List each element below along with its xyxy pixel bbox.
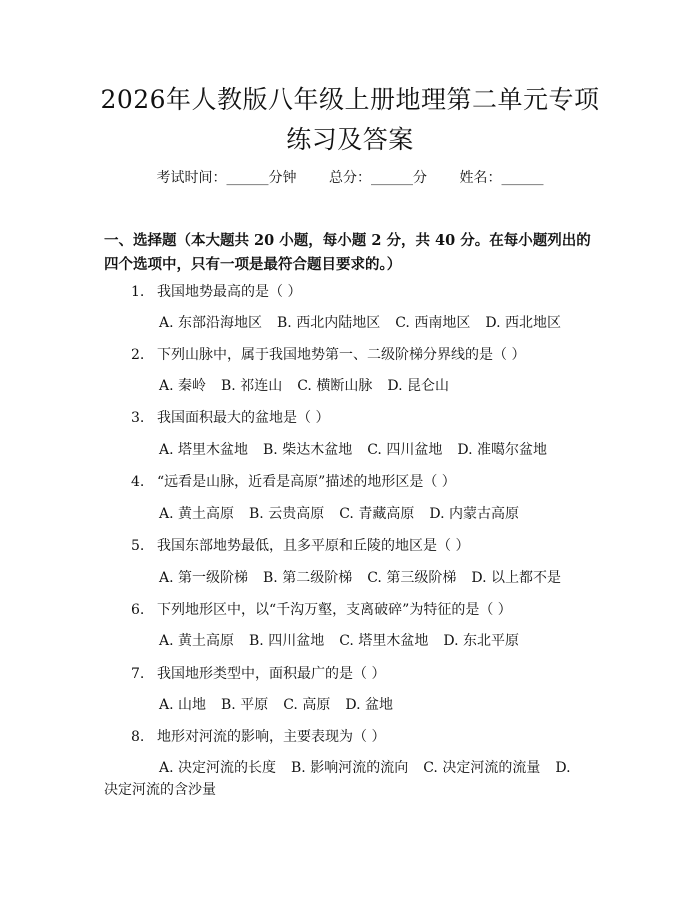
question-stem <box>131 345 525 365</box>
option-d: D. 决定河流的含沙量 <box>104 760 571 798</box>
question-text: 我国东部地势最低，且多平原和丘陵的地区是（ ） <box>157 538 470 554</box>
student-name-field: 姓名：______ <box>459 170 544 186</box>
question-text: 下列地形区中，以“千沟万壑，支离破碎”为特征的是（ ） <box>157 602 512 618</box>
section-heading-multiple-choice: 一、选择题（本大题共 20 小题，每小题 2 分，共 40 分。在每小题列出的四个选项中，只有一项是最符合题目要求的。） <box>104 232 591 273</box>
question-options <box>159 568 561 588</box>
question-stem <box>131 664 385 684</box>
question-number: 8. <box>131 729 145 745</box>
total-score-field: 总分：______分 <box>329 170 427 186</box>
question-stem <box>131 600 512 620</box>
question-options <box>104 757 582 801</box>
option-a: A. 黄土高原 <box>159 506 235 522</box>
option-b: B. 柴达木盆地 <box>263 442 353 458</box>
question-stem <box>131 727 385 747</box>
question-text: 我国面积最大的盆地是（ ） <box>157 410 330 426</box>
question-options <box>159 440 547 460</box>
option-b: B. 云贵高原 <box>249 506 325 522</box>
option-a: A. 东部沿海地区 <box>159 315 263 331</box>
document-title-line-1: 2026年人教版八年级上册地理第二单元专项 <box>100 85 600 114</box>
question-text: 下列山脉中，属于我国地势第一、二级阶梯分界线的是（ ） <box>157 347 526 363</box>
option-c: C. 四川盆地 <box>367 442 443 458</box>
question-text: 我国地势最高的是（ ） <box>157 284 302 300</box>
option-d: D. 内蒙古高原 <box>429 506 519 522</box>
question-number: 3. <box>131 410 145 426</box>
question-number: 5. <box>131 538 145 554</box>
option-d: D. 东北平原 <box>443 633 519 649</box>
question-number: 1. <box>131 284 145 300</box>
question-number: 2. <box>131 347 145 363</box>
option-b: B. 第二级阶梯 <box>263 570 353 586</box>
question-stem <box>131 472 456 492</box>
question-stem <box>131 282 301 302</box>
question-stem <box>131 408 329 428</box>
option-d: D. 准噶尔盆地 <box>457 442 547 458</box>
question-options <box>159 376 449 396</box>
option-a: A. 决定河流的长度 <box>159 760 277 776</box>
question-stem <box>131 536 469 556</box>
option-b: B. 西北内陆地区 <box>277 315 381 331</box>
option-a: A. 秦岭 <box>159 378 207 394</box>
option-a: A. 黄土高原 <box>159 633 235 649</box>
option-a: A. 山地 <box>159 697 207 713</box>
option-b: B. 影响河流的流向 <box>291 760 409 776</box>
question-number: 4. <box>131 474 145 490</box>
option-a: A. 塔里木盆地 <box>159 442 249 458</box>
exam-time-field: 考试时间：______分钟 <box>156 170 297 186</box>
option-c: C. 高原 <box>283 697 331 713</box>
option-d: D. 以上都不是 <box>471 570 561 586</box>
option-c: C. 第三级阶梯 <box>367 570 457 586</box>
option-d: D. 昆仑山 <box>387 378 449 394</box>
option-c: C. 青藏高原 <box>339 506 415 522</box>
option-c: C. 决定河流的流量 <box>423 760 541 776</box>
option-b: B. 四川盆地 <box>249 633 325 649</box>
question-text: 我国地形类型中，面积最广的是（ ） <box>157 666 386 682</box>
question-options <box>159 631 519 651</box>
question-text: 地形对河流的影响，主要表现为（ ） <box>157 729 386 745</box>
question-text: “远看是山脉，近看是高原”描述的地形区是（ ） <box>157 474 456 490</box>
exam-meta <box>0 168 700 188</box>
option-d: D. 盆地 <box>345 697 393 713</box>
option-b: B. 祁连山 <box>221 378 283 394</box>
option-d: D. 西北地区 <box>485 315 561 331</box>
option-c: C. 西南地区 <box>395 315 471 331</box>
question-options <box>159 695 393 715</box>
option-b: B. 平原 <box>221 697 269 713</box>
question-options <box>159 313 561 333</box>
document-title-line-2: 练习及答案 <box>286 125 414 154</box>
question-number: 6. <box>131 602 145 618</box>
option-c: C. 横断山脉 <box>297 378 373 394</box>
question-number: 7. <box>131 666 145 682</box>
option-c: C. 塔里木盆地 <box>339 633 429 649</box>
question-options <box>159 504 519 524</box>
option-a: A. 第一级阶梯 <box>159 570 249 586</box>
